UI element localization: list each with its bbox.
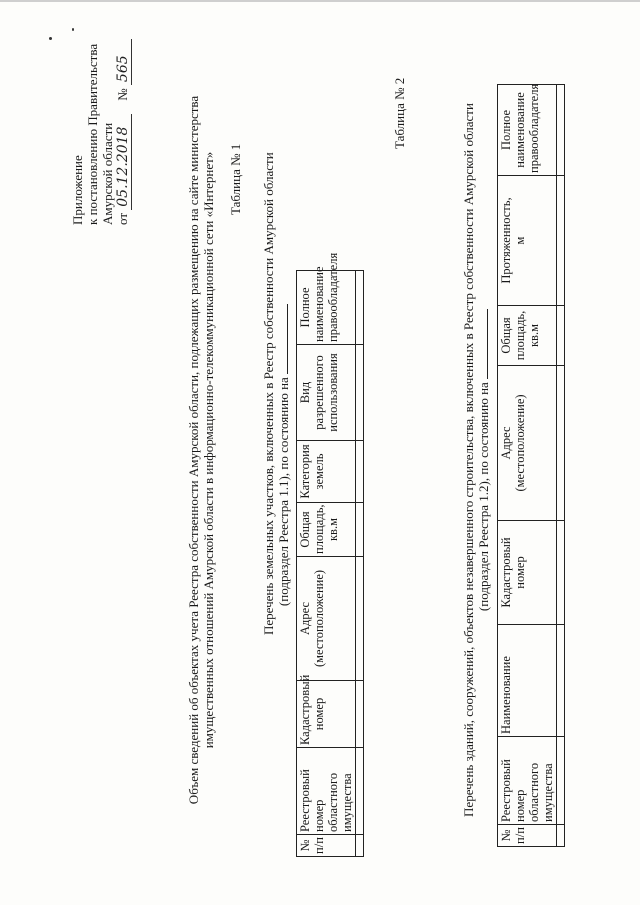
t1-col-address: Адрес (местоположение) — [297, 557, 356, 681]
t2-col-holder: Полное наименование правообладателя — [498, 85, 557, 176]
table1-header-row — [297, 271, 356, 857]
date-handwritten: 05.12.2018 — [116, 114, 132, 210]
t1-col-num: № п/п — [297, 835, 356, 857]
number-prefix: № — [115, 88, 130, 101]
heading-line1: Объем сведений об объектах учета Реестра собственности Амурской области, подлежащих размещению на сайте министерства — [186, 95, 201, 805]
appendix-date-line — [115, 39, 132, 225]
table2-empty-row — [557, 85, 565, 847]
t2-col-address: Адрес (местоположение) — [498, 366, 557, 521]
table2-grid — [497, 84, 565, 847]
table1-caption-line2-text: (подраздел Реестра 1.1), по состоянию на — [276, 377, 291, 607]
t1-col-cadastral: Кадастровый номер — [297, 681, 356, 748]
table1-date-blank — [276, 304, 288, 374]
appendix-title: Приложение — [70, 155, 85, 225]
date-prefix: от — [115, 212, 130, 225]
appendix-line2: Амурской области — [100, 122, 115, 225]
t1-col-category: Категория земель — [297, 441, 356, 503]
table1-caption-line1: Перечень земельных участков, включенных в Реестр собственности Амурской области — [261, 152, 276, 635]
appendix-block — [70, 39, 132, 225]
table1-caption — [261, 152, 291, 635]
table2-date-blank — [476, 309, 488, 379]
table2-caption-line1: Перечень зданий, сооружений, объектов незавершенного строительства, включенных в Реестр собственности Амурской области — [461, 103, 476, 817]
table2-header-row — [498, 85, 557, 847]
t2-col-registry: Реестровый номер областного имущества — [498, 737, 557, 825]
table1-label: Таблица № 1 — [228, 143, 243, 215]
table1-caption-line2 — [276, 275, 291, 635]
t2-col-name: Наименование — [498, 625, 557, 737]
t2-col-cadastral: Кадастровый номер — [498, 521, 557, 625]
t1-col-use: Вид разрешенного использования — [297, 345, 356, 441]
t2-col-length: Протяженность, м — [498, 176, 557, 306]
table1-grid — [296, 252, 364, 857]
table1-empty-row — [356, 271, 364, 857]
table2-label: Таблица № 2 — [392, 77, 407, 149]
table2-caption-line2-text: (подраздел Реестра 1.2), по состоянию на — [476, 382, 491, 612]
table2-caption — [461, 75, 491, 845]
number-handwritten: 565 — [116, 39, 132, 85]
t1-col-registry: Реестровый номер областного имущества — [297, 748, 356, 835]
appendix-line1: к постановлению Правительства — [85, 43, 100, 225]
table2-caption-line2 — [476, 75, 491, 845]
document-heading — [186, 90, 216, 810]
t1-col-holder: Полное наименование правообладателя — [297, 271, 356, 345]
t2-col-area: Общая площадь, кв.м — [498, 306, 557, 366]
t2-col-num: № п/п — [498, 825, 557, 847]
heading-line2: имущественных отношений Амурской области в информационно-телекоммуникационной сети «Интернет» — [201, 151, 216, 749]
t1-col-area: Общая площадь, кв.м — [297, 503, 356, 557]
